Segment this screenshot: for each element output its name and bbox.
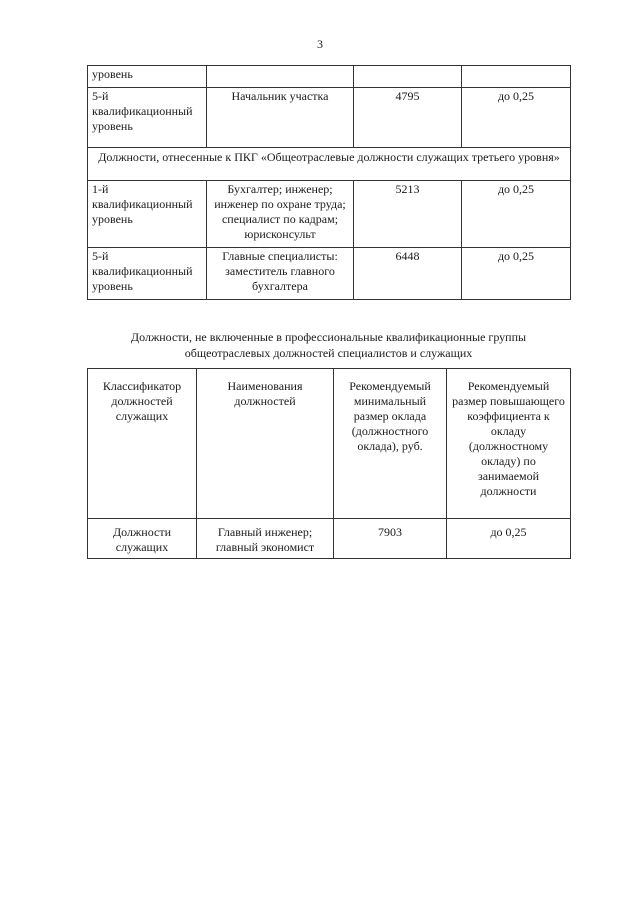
group-heading-row bbox=[88, 148, 571, 181]
qualification-level-cell: 5-й квалификационный уровень bbox=[88, 88, 207, 148]
table-header-row bbox=[88, 369, 571, 519]
section-heading: Должности, не включенные в профессиональные квалификационные группы общеотраслевых должностей специалистов и служащих bbox=[130, 330, 527, 360]
position-cell: Бухгалтер; инженер; инженер по охране труда; специалист по кадрам; юрисконсульт bbox=[207, 181, 354, 248]
coefficient-cell: до 0,25 bbox=[462, 88, 571, 148]
position-cell: Главные специалисты: заместитель главного бухгалтера bbox=[207, 248, 354, 300]
other-positions-table bbox=[87, 368, 571, 559]
position-cell bbox=[207, 66, 354, 88]
names-cell: Главный инженер; главный экономист bbox=[197, 519, 334, 559]
column-header-classifier: Классификатор должностей служащих bbox=[88, 369, 197, 519]
table-row bbox=[88, 248, 571, 300]
salary-table-continued bbox=[87, 65, 571, 300]
coefficient-cell bbox=[462, 66, 571, 88]
salary-cell: 7903 bbox=[334, 519, 447, 559]
table-row bbox=[88, 66, 571, 88]
column-header-salary: Рекомендуемый минимальный размер оклада (должностного оклада), руб. bbox=[334, 369, 447, 519]
column-header-names: Наименования должностей bbox=[197, 369, 334, 519]
page-number: 3 bbox=[317, 37, 323, 51]
salary-cell: 5213 bbox=[354, 181, 462, 248]
qualification-level-cell: 1-й квалификационный уровень bbox=[88, 181, 207, 248]
table-row bbox=[88, 181, 571, 248]
group-heading: Должности, отнесенные к ПКГ «Общеотраслевые должности служащих третьего уровня» bbox=[88, 148, 571, 181]
position-cell: Начальник участка bbox=[207, 88, 354, 148]
salary-cell: 6448 bbox=[354, 248, 462, 300]
qualification-level-cell: уровень bbox=[88, 66, 207, 88]
table-row bbox=[88, 88, 571, 148]
salary-cell bbox=[354, 66, 462, 88]
table-row bbox=[88, 519, 571, 559]
qualification-level-cell: 5-й квалификационный уровень bbox=[88, 248, 207, 300]
column-header-coefficient: Рекомендуемый размер повышающего коэффициента к окладу (должностному окладу) по занимаемой должности bbox=[447, 369, 571, 519]
salary-cell: 4795 bbox=[354, 88, 462, 148]
coefficient-cell: до 0,25 bbox=[447, 519, 571, 559]
coefficient-cell: до 0,25 bbox=[462, 248, 571, 300]
classifier-cell: Должности служащих bbox=[88, 519, 197, 559]
coefficient-cell: до 0,25 bbox=[462, 181, 571, 248]
